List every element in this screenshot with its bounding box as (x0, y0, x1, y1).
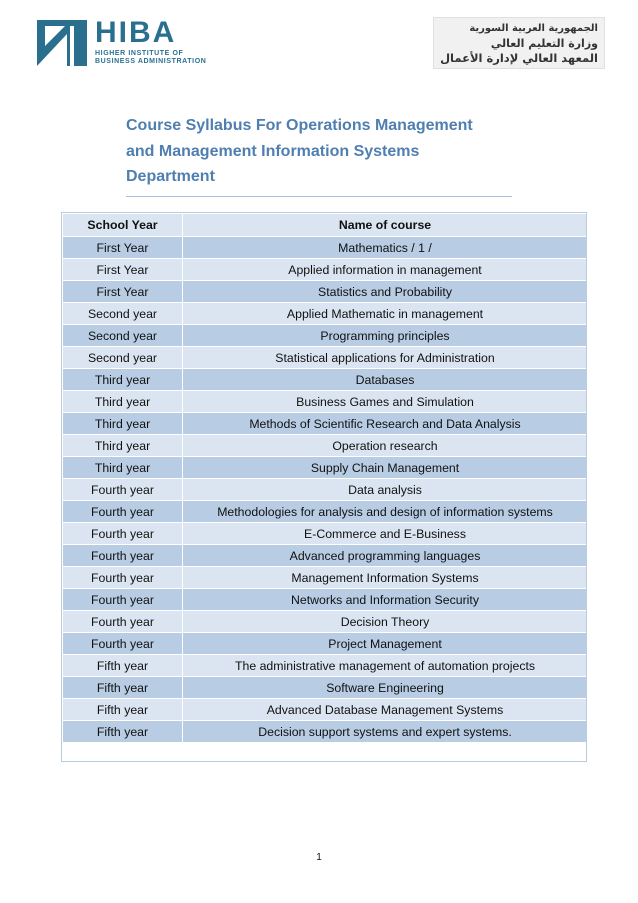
table-row (63, 545, 588, 567)
table-row (63, 721, 588, 743)
school-year-cell: First Year (63, 259, 183, 281)
course-name-cell: Statistical applications for Administration (183, 347, 588, 369)
logo-subtitle (95, 50, 206, 66)
course-name-cell: Management Information Systems (183, 567, 588, 589)
school-year-cell: Fifth year (63, 699, 183, 721)
logo-subtitle-line-1: HIGHER INSTITUTE OF (95, 50, 184, 57)
table-row (63, 391, 588, 413)
course-name-cell: Methods of Scientific Research and Data Analysis (183, 413, 588, 435)
header-school-year: School Year (63, 214, 183, 237)
table-row (63, 369, 588, 391)
school-year-cell: Third year (63, 435, 183, 457)
school-year-cell: Fourth year (63, 567, 183, 589)
course-name-cell: Business Games and Simulation (183, 391, 588, 413)
school-year-cell: Fourth year (63, 611, 183, 633)
table-row (63, 479, 588, 501)
course-name-cell: Applied Mathematic in management (183, 303, 588, 325)
table-row (63, 413, 588, 435)
school-year-cell: First Year (63, 237, 183, 259)
arabic-line-3: المعهد العالي لإدارة الأعمال (440, 50, 598, 65)
school-year-cell: Third year (63, 413, 183, 435)
school-year-cell: Fourth year (63, 633, 183, 655)
school-year-cell: Fifth year (63, 677, 183, 699)
school-year-cell: Fifth year (63, 655, 183, 677)
course-name-cell: Mathematics / 1 / (183, 237, 588, 259)
school-year-cell: Fourth year (63, 479, 183, 501)
school-year-cell: Fourth year (63, 523, 183, 545)
title-line-2: and Management Information Systems (126, 142, 420, 160)
arabic-institute-logo (433, 17, 605, 69)
table-row (63, 633, 588, 655)
hiba-logo (37, 16, 207, 66)
logo-subtitle-line-2: BUSINESS ADMINISTRATION (95, 58, 207, 65)
header-course-name: Name of course (183, 214, 588, 237)
course-name-cell: Networks and Information Security (183, 589, 588, 611)
course-name-cell: Advanced Database Management Systems (183, 699, 588, 721)
school-year-cell: Second year (63, 325, 183, 347)
school-year-cell: Third year (63, 457, 183, 479)
table-row (63, 567, 588, 589)
course-name-cell: Statistics and Probability (183, 281, 588, 303)
page-number: 1 (316, 852, 322, 863)
logo-title: HIBA (95, 16, 177, 49)
table-row (63, 303, 588, 325)
course-syllabus-table (62, 213, 588, 743)
course-name-cell: Applied information in management (183, 259, 588, 281)
table-row (63, 589, 588, 611)
arabic-line-1: الجمهورية العربية السورية (469, 22, 598, 34)
table-row (63, 281, 588, 303)
course-name-cell: Project Management (183, 633, 588, 655)
school-year-cell: Fourth year (63, 589, 183, 611)
course-name-cell: Decision Theory (183, 611, 588, 633)
table-row (63, 325, 588, 347)
course-name-cell: Operation research (183, 435, 588, 457)
course-name-cell: Methodologies for analysis and design of information systems (183, 501, 588, 523)
title-underline (126, 196, 512, 197)
course-name-cell: E-Commerce and E-Business (183, 523, 588, 545)
table-row (63, 655, 588, 677)
title-line-3: Department (126, 168, 215, 185)
school-year-cell: Third year (63, 369, 183, 391)
document-title (126, 113, 526, 190)
school-year-cell: Third year (63, 391, 183, 413)
school-year-cell: Fifth year (63, 721, 183, 743)
course-name-cell: Data analysis (183, 479, 588, 501)
course-name-cell: The administrative management of automation projects (183, 655, 588, 677)
hiba-logo-mark-icon (37, 20, 87, 66)
table-row (63, 611, 588, 633)
arabic-line-2: وزارة التعليم العالي (490, 36, 598, 50)
table-row (63, 699, 588, 721)
table-header-row (63, 214, 588, 237)
course-name-cell: Advanced programming languages (183, 545, 588, 567)
school-year-cell: Fourth year (63, 501, 183, 523)
course-name-cell: Databases (183, 369, 588, 391)
table-row (63, 435, 588, 457)
course-name-cell: Software Engineering (183, 677, 588, 699)
school-year-cell: Second year (63, 303, 183, 325)
table-row (63, 501, 588, 523)
table-row (63, 457, 588, 479)
school-year-cell: First Year (63, 281, 183, 303)
table-row (63, 523, 588, 545)
table-row (63, 677, 588, 699)
course-name-cell: Decision support systems and expert systems. (183, 721, 588, 743)
school-year-cell: Fourth year (63, 545, 183, 567)
table-row (63, 347, 588, 369)
table-row (63, 237, 588, 259)
title-line-1: Course Syllabus For Operations Management (126, 117, 473, 134)
course-name-cell: Programming principles (183, 325, 588, 347)
course-name-cell: Supply Chain Management (183, 457, 588, 479)
school-year-cell: Second year (63, 347, 183, 369)
table-row (63, 259, 588, 281)
